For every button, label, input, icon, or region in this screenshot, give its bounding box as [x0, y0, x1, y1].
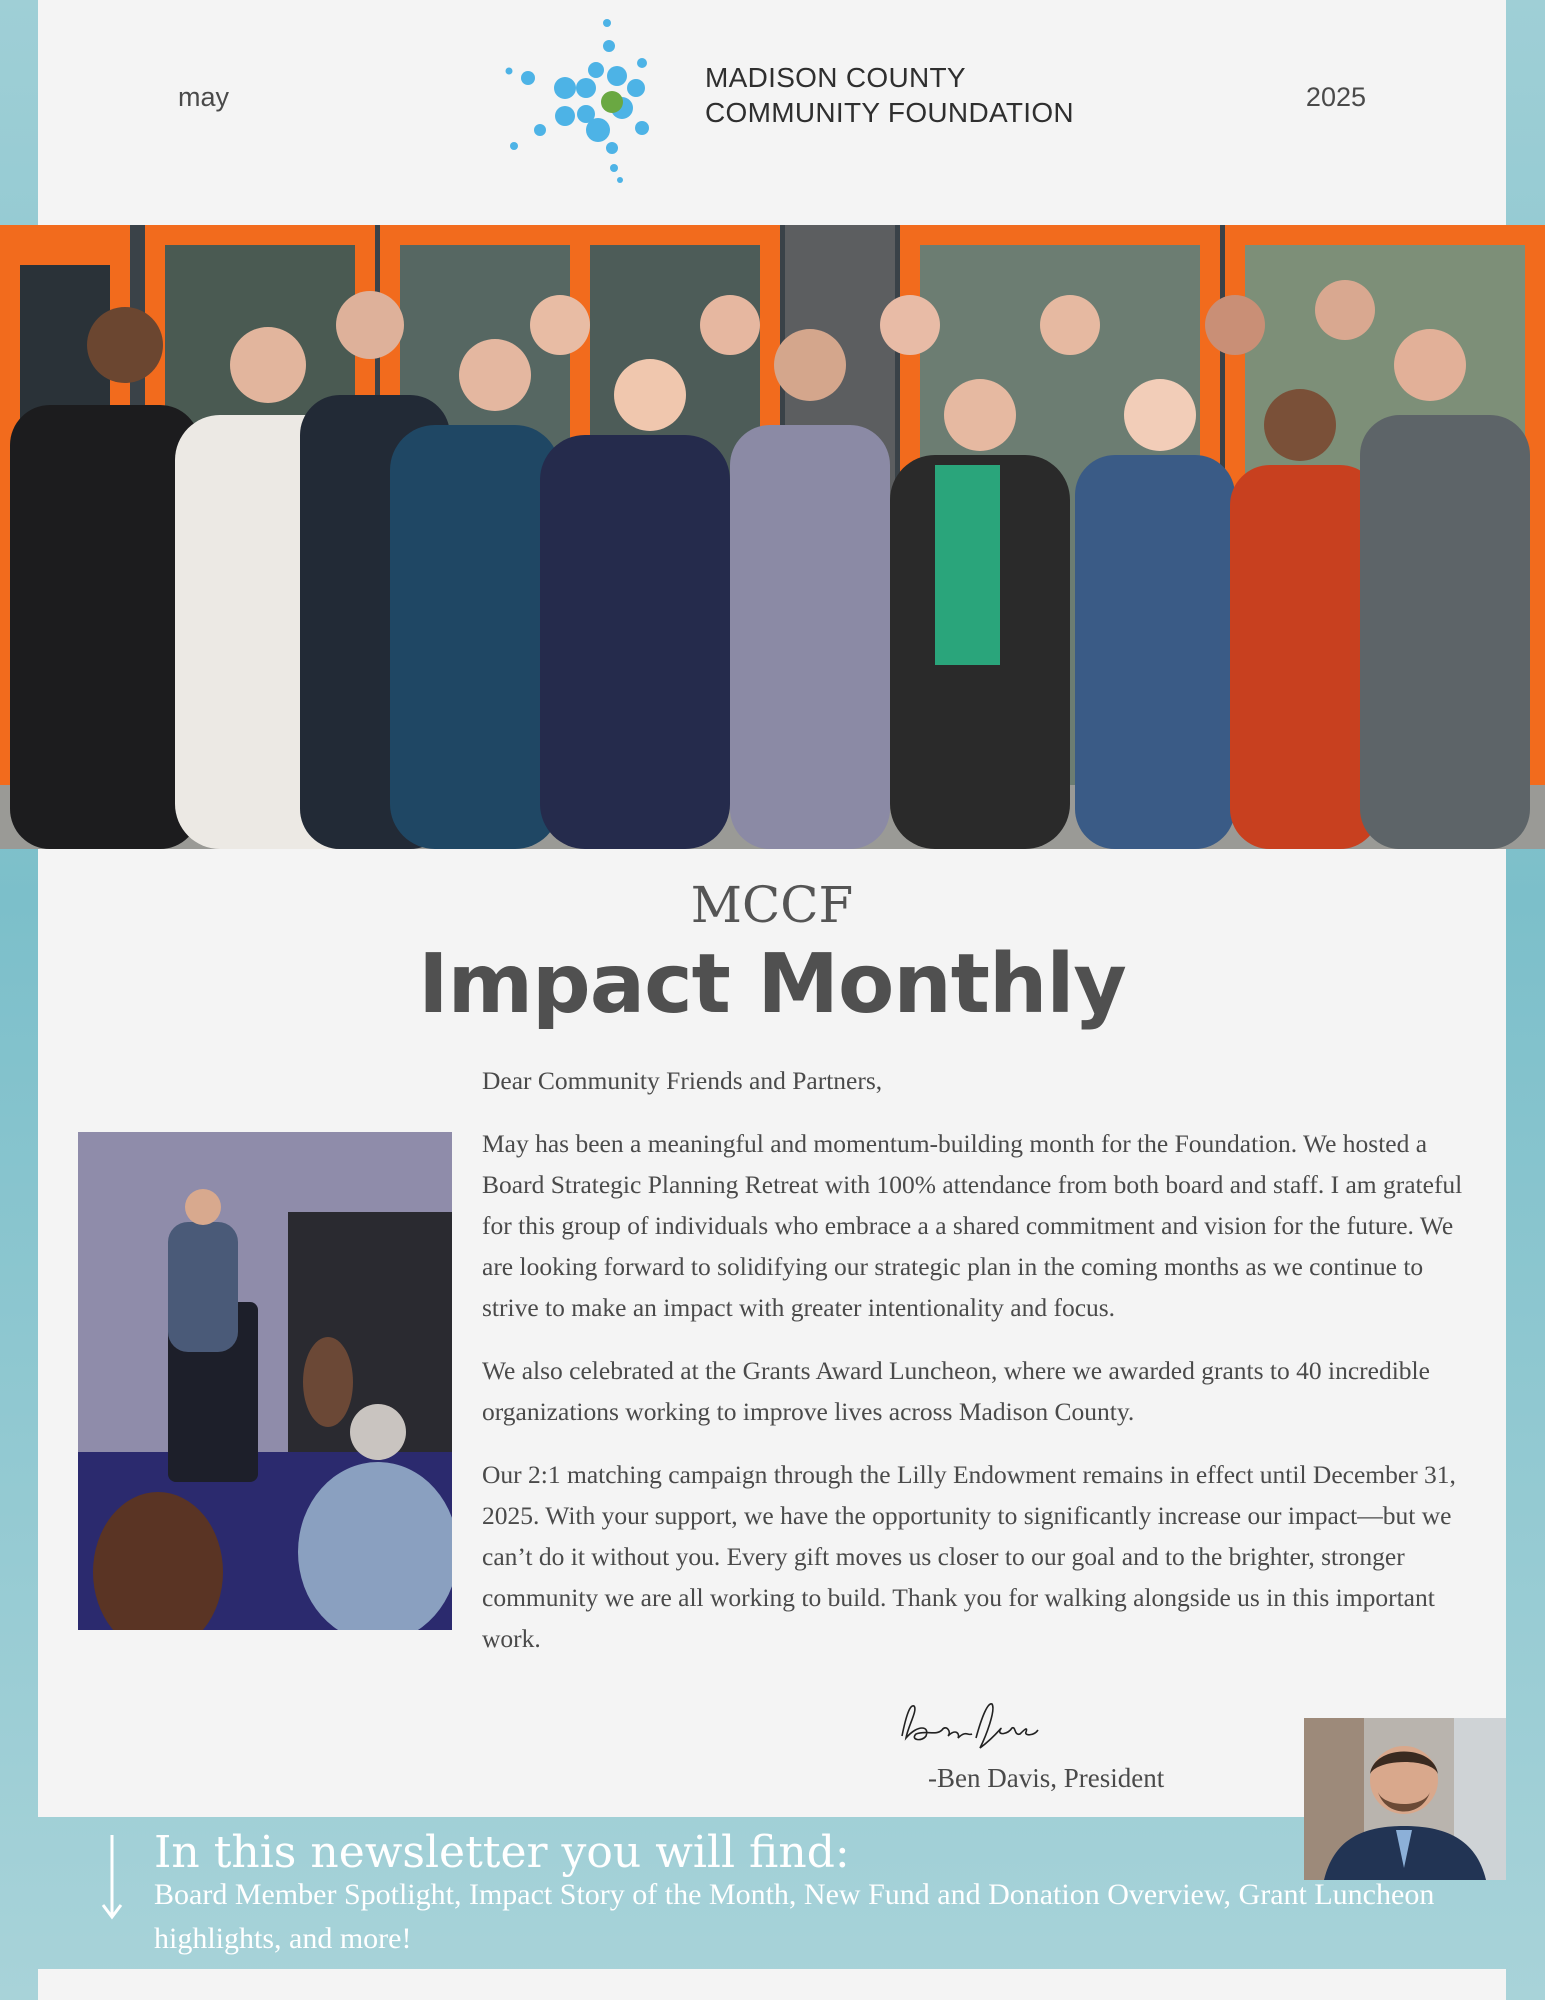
- issue-month: may: [178, 82, 230, 112]
- starburst-logo-icon: [500, 18, 650, 188]
- event-speaker-photo: [78, 1132, 452, 1630]
- header: [38, 0, 1506, 225]
- letter-greeting: Dear Community Friends and Partners,: [482, 1066, 883, 1095]
- newsletter-contents: [0, 1817, 1545, 1969]
- contents-list: Board Member Spotlight, Impact Story of the Month, New Fund and Donation Overview, Grant Luncheon highlights, and more!: [154, 1878, 1435, 1955]
- group-photo: [0, 225, 1545, 849]
- president-letter: [482, 1060, 1467, 1681]
- letter-paragraph: We also celebrated at the Grants Award Luncheon, where we awarded grants to 40 incredible organizations working to improve lives across Madison County.: [482, 1356, 1430, 1426]
- footer-strip: [38, 1969, 1506, 2000]
- foundation-logo: [500, 18, 1100, 188]
- contents-heading: In this newsletter you will find:: [154, 1827, 850, 1878]
- handwritten-signature: [896, 1696, 1046, 1761]
- signer-name: -Ben Davis, President: [928, 1763, 1165, 1793]
- issue-year: 2025: [1305, 82, 1366, 112]
- letter-paragraph: May has been a meaningful and momentum-building month for the Foundation. We hosted a Board Strategic Planning Retreat with 100% attendance from both board and staff. I am grateful for this group of individuals who embrace a a shared commitment and vision for the future. We are looking forward to solidifying our strategic plan in the coming months as we continue to strive to make an impact with greater intentionality and focus.: [482, 1129, 1463, 1322]
- org-name-line2: COMMUNITY FOUNDATION: [705, 97, 1074, 128]
- newsletter-title: Impact Monthly: [418, 937, 1126, 1032]
- letter-panel: [38, 849, 1506, 1817]
- arrow-down-icon: [100, 1835, 124, 1921]
- masthead-acronym: MCCF: [690, 876, 854, 934]
- letter-paragraph: Our 2:1 matching campaign through the Lilly Endowment remains in effect until December 31, 2025. With your support, we have the opportunity to significantly increase our impact—but we can’t do it without you. Every gift moves us closer to our goal and to the brighter, stronger community we are all working to build. Thank you for walking alongside us in this important work.: [482, 1460, 1456, 1653]
- org-name-line1: MADISON COUNTY: [705, 62, 966, 93]
